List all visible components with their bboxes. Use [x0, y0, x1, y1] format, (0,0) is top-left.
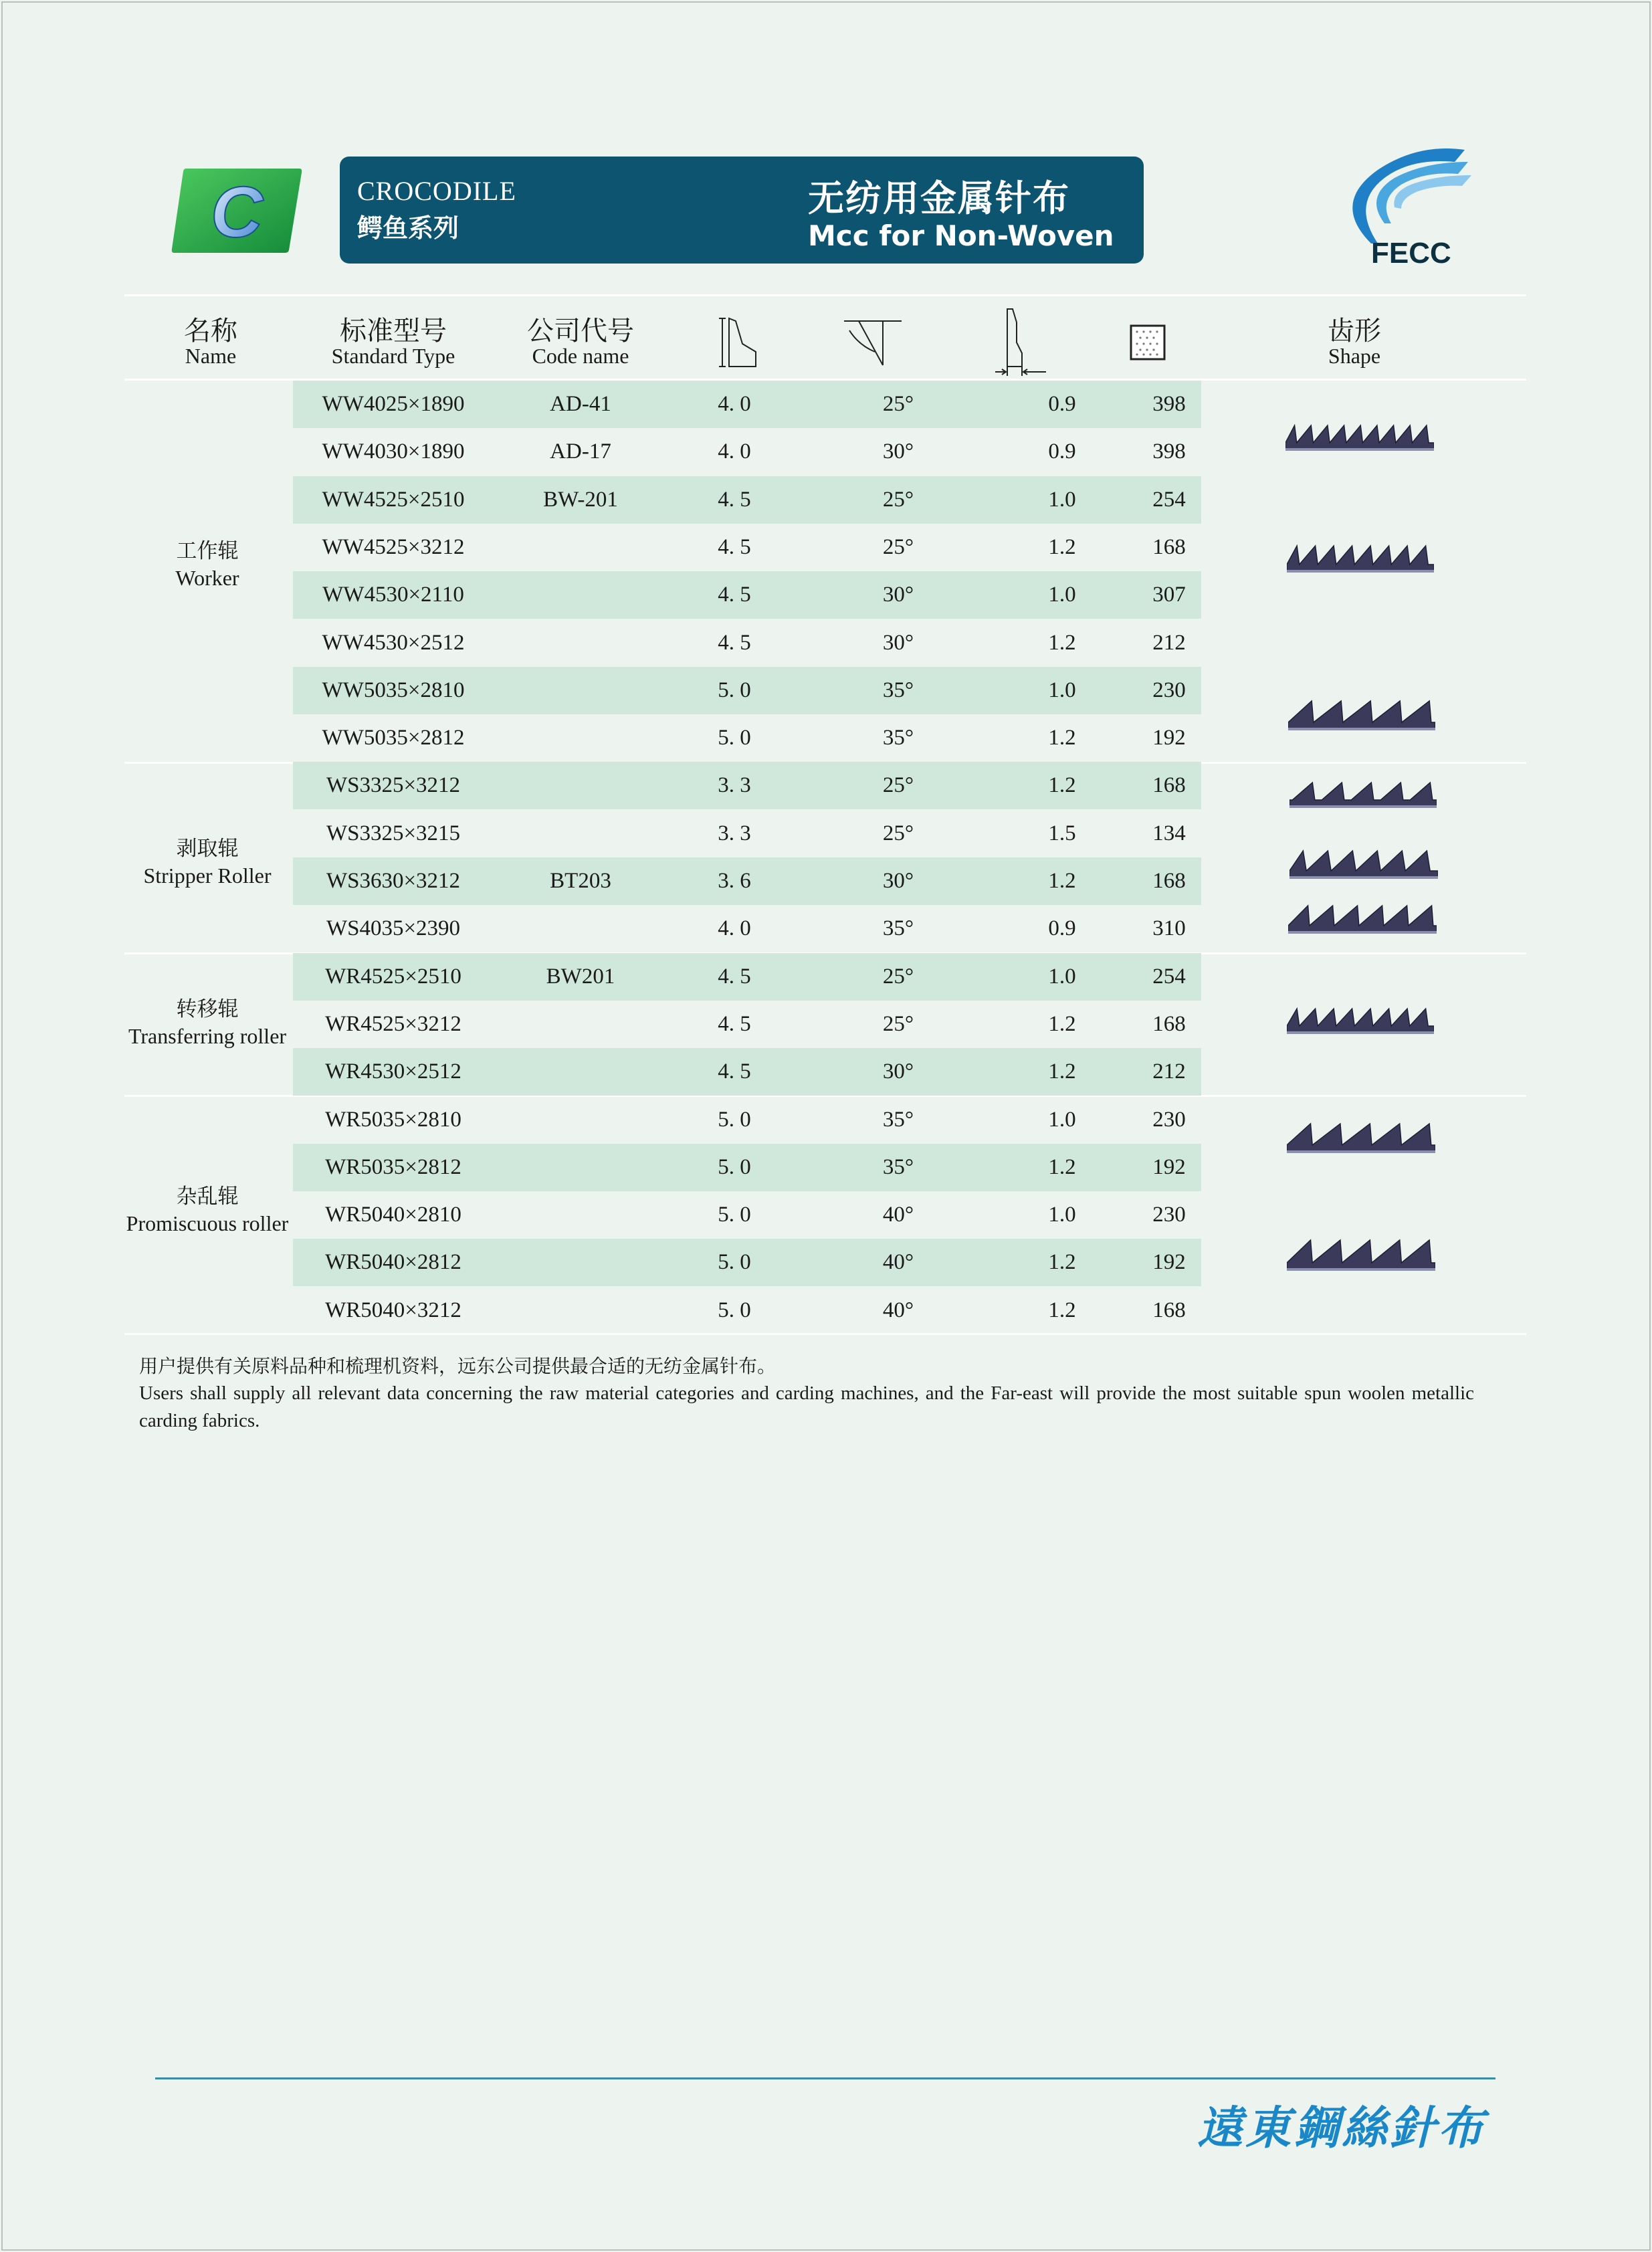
tooth-thickness-cell: 1.2: [1048, 1298, 1076, 1322]
table-row: [293, 476, 1201, 524]
group-label-cn: 杂乱辊: [176, 1185, 239, 1209]
tooth-height-cell: 4. 0: [718, 916, 751, 941]
tooth-thickness-cell: 1.0: [1048, 964, 1076, 989]
tooth-angle-cell: 40°: [882, 1250, 914, 1275]
tooth-angle-icon: [843, 318, 903, 367]
tooth-height-cell: 4. 5: [718, 487, 751, 512]
tooth-thickness-cell: 1.5: [1048, 821, 1076, 845]
point-density-cell: 168: [1152, 773, 1186, 798]
code-name-cell: [494, 1001, 667, 1048]
tooth-thickness-cell: 1.2: [1048, 869, 1076, 893]
point-density-cell: 168: [1152, 1298, 1186, 1322]
tooth-thickness-cell: 1.2: [1048, 1011, 1076, 1036]
tooth-angle-cell: 30°: [882, 1059, 914, 1084]
point-density-cell: 192: [1152, 1154, 1186, 1179]
header-code-name: [494, 317, 667, 368]
tooth-height-cell: 4. 5: [718, 583, 751, 607]
standard-type-cell: WS3630×3212: [326, 869, 461, 893]
group-label-en: Transferring roller: [128, 1023, 287, 1048]
tooth-angle-cell: 35°: [882, 1107, 914, 1132]
tooth-angle-cell: 40°: [882, 1203, 914, 1227]
group-label-transferring: [107, 997, 308, 1049]
point-density-cell: 212: [1152, 630, 1186, 655]
tooth-height-cell: 5. 0: [718, 1154, 751, 1179]
fecc-text: FECC: [1371, 237, 1451, 270]
page-title-cn: 无纺用金属针布: [808, 177, 1070, 219]
tooth-profile-icon: [1289, 849, 1438, 880]
group-label-worker: [107, 538, 308, 591]
group-label-cn: 剥取辊: [176, 837, 239, 861]
tooth-angle-cell: 30°: [882, 439, 914, 464]
standard-type-cell: WR5040×2810: [325, 1203, 461, 1227]
group-label-cn: 转移辊: [176, 997, 239, 1021]
code-name-cell: BW201: [546, 964, 615, 989]
point-density-cell: 168: [1152, 869, 1186, 893]
standard-type-cell: WS3325×3215: [326, 821, 461, 845]
point-density-cell: 398: [1152, 439, 1186, 464]
table-row: [293, 1144, 1201, 1191]
footer-rule: [155, 2077, 1495, 2079]
point-density-cell: 230: [1152, 1107, 1186, 1132]
standard-type-cell: WR4530×2512: [325, 1059, 461, 1084]
table-row: [293, 667, 1201, 714]
group-label-promiscuous: [107, 1184, 308, 1237]
header-code-cn: 公司代号: [527, 316, 634, 346]
table-row: [293, 953, 1201, 1001]
standard-type-cell: WR4525×2510: [325, 964, 461, 989]
tooth-thickness-cell: 1.2: [1048, 630, 1076, 655]
standard-type-cell: WR5035×2810: [325, 1107, 461, 1132]
header-name: [127, 317, 294, 368]
footnote: [139, 1352, 1474, 1435]
tooth-profile-icon: [1288, 700, 1435, 732]
tooth-thickness-cell: 1.0: [1048, 1107, 1076, 1132]
tooth-height-cell: 5. 0: [718, 726, 751, 750]
code-name-cell: [494, 1191, 667, 1239]
tooth-height-cell: 3. 6: [718, 869, 751, 893]
code-name-cell: [494, 667, 667, 714]
tooth-height-cell: 5. 0: [718, 1107, 751, 1132]
tooth-thickness-cell: 1.2: [1048, 773, 1076, 798]
table-row: [293, 381, 1201, 428]
code-name-cell: [494, 571, 667, 619]
table-row: [293, 762, 1201, 809]
table-row: [293, 1239, 1201, 1286]
tooth-thickness-cell: 0.9: [1048, 916, 1076, 941]
tooth-thickness-cell: 0.9: [1048, 439, 1076, 464]
standard-type-cell: WR5040×2812: [325, 1250, 461, 1275]
standard-type-cell: WW4525×3212: [322, 534, 465, 559]
standard-type-cell: WW4530×2512: [322, 630, 465, 655]
tooth-profile-icon: [1285, 424, 1434, 452]
standard-type-cell: WS3325×3212: [326, 773, 461, 798]
table-row: [293, 905, 1201, 952]
tooth-angle-cell: 35°: [882, 1154, 914, 1179]
tooth-angle-cell: 25°: [882, 534, 914, 559]
standard-type-cell: WW5035×2810: [322, 678, 465, 702]
tooth-angle-cell: 30°: [882, 630, 914, 655]
tooth-height-cell: 4. 5: [718, 630, 751, 655]
tooth-angle-cell: 25°: [882, 773, 914, 798]
standard-type-cell: WW4025×1890: [322, 392, 465, 416]
group-label-stripper: [107, 836, 308, 889]
header-code-en: Code name: [532, 344, 629, 368]
group-label-en: Promiscuous roller: [126, 1211, 289, 1235]
point-density-cell: 230: [1152, 1203, 1186, 1227]
point-density-cell: 254: [1152, 487, 1186, 512]
code-name-cell: BW-201: [543, 487, 618, 512]
group-label-en: Stripper Roller: [143, 863, 272, 888]
code-name-cell: AD-41: [550, 392, 611, 416]
point-density-cell: 168: [1152, 1011, 1186, 1036]
tooth-profile-icon: [1287, 1007, 1434, 1035]
table-row: [293, 619, 1201, 667]
table-row: [293, 428, 1201, 476]
tooth-thickness-cell: 1.2: [1048, 1250, 1076, 1275]
tooth-height-cell: 4. 5: [718, 1011, 751, 1036]
tooth-angle-cell: 25°: [882, 487, 914, 512]
footnote-en: Users shall supply all relevant data concerning the raw material categories and carding machines, and the Far-east will provide the most suitable spun woolen metallic carding fabrics.: [139, 1383, 1474, 1431]
tooth-angle-cell: 35°: [882, 726, 914, 750]
tooth-profile-icon: [1287, 1122, 1435, 1154]
tooth-thickness-cell: 1.0: [1048, 487, 1076, 512]
tooth-thickness-cell: 0.9: [1048, 392, 1076, 416]
group-label-en: Worker: [175, 565, 239, 590]
table-row: [293, 1001, 1201, 1048]
point-density-cell: 230: [1152, 678, 1186, 702]
code-name-cell: BT203: [550, 869, 611, 893]
header-standard-type: [293, 317, 494, 368]
code-name-cell: [494, 524, 667, 571]
tooth-thickness-icon: [994, 306, 1047, 377]
code-name-cell: [494, 1239, 667, 1286]
tooth-profile-icon: [1287, 544, 1434, 574]
standard-type-cell: WW4030×1890: [322, 439, 465, 464]
tooth-profile-icon: [1288, 904, 1437, 935]
header-shape-cn: 齿形: [1328, 316, 1381, 346]
tooth-height-cell: 5. 0: [718, 1250, 751, 1275]
point-density-cell: 254: [1152, 964, 1186, 989]
standard-type-cell: WW4530×2110: [322, 583, 464, 607]
table-row: [293, 1191, 1201, 1239]
table-row: [293, 524, 1201, 571]
tooth-thickness-cell: 1.0: [1048, 678, 1076, 702]
tooth-angle-cell: 25°: [882, 1011, 914, 1036]
tooth-angle-cell: 30°: [882, 869, 914, 893]
point-density-cell: 310: [1152, 916, 1186, 941]
tooth-height-cell: 4. 5: [718, 534, 751, 559]
header-standard-cn: 标准型号: [340, 316, 447, 346]
table-row: [293, 857, 1201, 905]
tooth-profile-icon: [1287, 1239, 1435, 1272]
tooth-thickness-cell: 1.2: [1048, 534, 1076, 559]
tooth-angle-cell: 40°: [882, 1298, 914, 1322]
tooth-height-cell: 4. 5: [718, 1059, 751, 1084]
table-row: [293, 1048, 1201, 1096]
code-name-cell: [494, 1287, 667, 1334]
footer-brand: 遠東鋼絲針布: [1197, 2102, 1487, 2155]
standard-type-cell: WR5035×2812: [325, 1154, 461, 1179]
code-name-cell: [494, 619, 667, 667]
point-density-cell: 398: [1152, 392, 1186, 416]
standard-type-cell: WS4035×2390: [326, 916, 461, 941]
point-density-cell: 212: [1152, 1059, 1186, 1084]
tooth-thickness-cell: 1.0: [1048, 583, 1076, 607]
code-name-cell: [494, 1144, 667, 1191]
point-density-cell: 192: [1152, 1250, 1186, 1275]
point-density-cell: 168: [1152, 534, 1186, 559]
header-standard-en: Standard Type: [331, 344, 455, 368]
tooth-height-cell: 4. 5: [718, 964, 751, 989]
tooth-thickness-cell: 1.2: [1048, 726, 1076, 750]
tooth-height-cell: 4. 0: [718, 392, 751, 416]
tooth-height-cell: 4. 0: [718, 439, 751, 464]
header-shape: [1257, 317, 1451, 368]
table-row: [293, 714, 1201, 762]
tooth-angle-cell: 25°: [882, 392, 914, 416]
standard-type-cell: WR5040×3212: [325, 1298, 461, 1322]
table-row: [293, 571, 1201, 619]
table-top-rule: [124, 294, 1526, 296]
standard-type-cell: WR4525×3212: [325, 1011, 461, 1036]
code-name-cell: AD-17: [550, 439, 611, 464]
code-name-cell: [494, 1096, 667, 1144]
brand-name-en: CROCODILE: [357, 176, 516, 206]
tooth-height-cell: 5. 0: [718, 1298, 751, 1322]
tooth-angle-cell: 25°: [882, 964, 914, 989]
tooth-height-cell: 3. 3: [718, 821, 751, 845]
brand-name-cn: 鳄鱼系列: [357, 213, 459, 243]
tooth-height-icon: [718, 314, 758, 369]
page-title-en: Mcc for Non-Woven: [808, 219, 1114, 252]
crocodile-logo: [171, 166, 302, 254]
point-density-icon: [1129, 324, 1166, 361]
code-name-cell: [494, 905, 667, 952]
tooth-height-cell: 3. 3: [718, 773, 751, 798]
footnote-cn: 用户提供有关原料品种和梳理机资料，远东公司提供最合适的无纺金属针布。: [139, 1355, 777, 1377]
standard-type-cell: WW4525×2510: [322, 487, 465, 512]
tooth-thickness-cell: 1.2: [1048, 1059, 1076, 1084]
group-label-cn: 工作辊: [176, 539, 239, 563]
tooth-angle-cell: 30°: [882, 583, 914, 607]
tooth-thickness-cell: 1.2: [1048, 1154, 1076, 1179]
tooth-angle-cell: 35°: [882, 916, 914, 941]
standard-type-cell: WW5035×2812: [322, 726, 465, 750]
title-banner: [340, 157, 1144, 264]
code-name-cell: [494, 1048, 667, 1096]
code-name-cell: [494, 810, 667, 857]
table-row: [293, 1287, 1201, 1334]
header-name-en: Name: [185, 344, 237, 368]
code-name-cell: [494, 714, 667, 762]
logo-letter: C: [211, 171, 263, 252]
tooth-profile-icon: [1289, 781, 1437, 809]
code-name-cell: [494, 762, 667, 809]
tooth-angle-cell: 35°: [882, 678, 914, 702]
tooth-thickness-cell: 1.0: [1048, 1203, 1076, 1227]
tooth-height-cell: 5. 0: [718, 678, 751, 702]
point-density-cell: 134: [1152, 821, 1186, 845]
tooth-height-cell: 5. 0: [718, 1203, 751, 1227]
point-density-cell: 192: [1152, 726, 1186, 750]
table-row: [293, 1096, 1201, 1144]
point-density-cell: 307: [1152, 583, 1186, 607]
header-shape-en: Shape: [1328, 344, 1381, 368]
header-name-cn: 名称: [184, 316, 237, 346]
tooth-angle-cell: 25°: [882, 821, 914, 845]
table-row: [293, 810, 1201, 857]
